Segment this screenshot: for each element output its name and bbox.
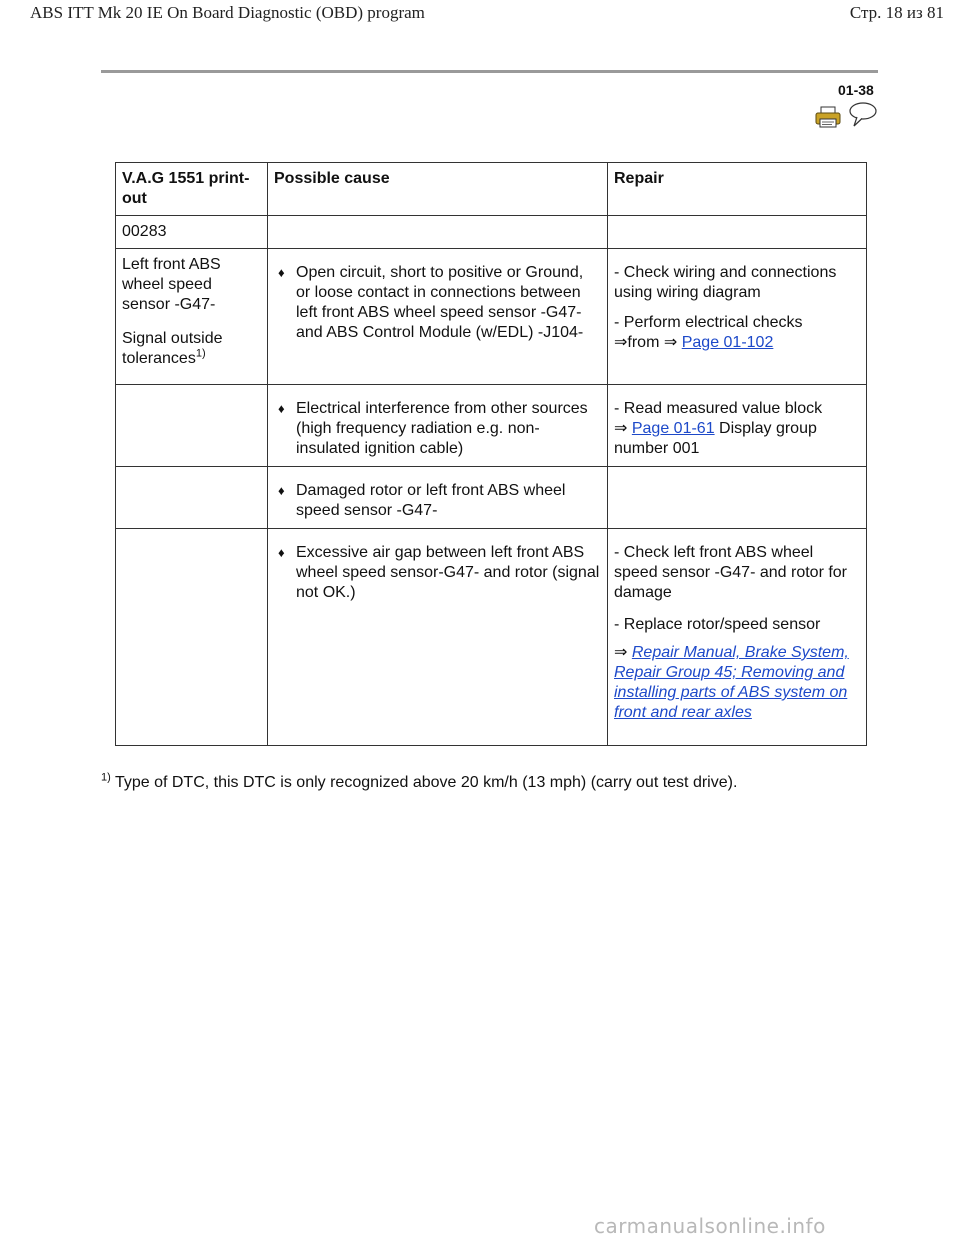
- bullet-diamond-icon: ♦: [278, 483, 285, 498]
- dtc-table: [115, 162, 867, 746]
- fault-name: Left front ABS wheel speed sensor -G47-: [122, 256, 221, 313]
- repair-step: - Perform electrical checks: [614, 314, 803, 331]
- watermark: carmanualsonline.info: [594, 1214, 826, 1238]
- list-item: [274, 263, 601, 343]
- bullet-diamond-icon: ♦: [278, 545, 285, 560]
- bullet-diamond-icon: ♦: [278, 265, 285, 280]
- footnote-ref: 1): [195, 347, 206, 360]
- repair-manual-link[interactable]: Repair Manual, Brake System, Repair Group 45; Removing and installing parts of ABS system on front and rear axles: [614, 644, 849, 721]
- speech-bubble-icon[interactable]: [848, 102, 878, 128]
- repair-step: - Read measured value block: [614, 400, 823, 417]
- table-row: [116, 385, 867, 467]
- cause-text: Open circuit, short to positive or Ground, or loose contact in connections between left front ABS wheel speed sensor -G47- and ABS Control Module (w/EDL) -J104-: [296, 264, 584, 341]
- table-row: [116, 249, 867, 385]
- cause-text: Electrical interference from other sources (high frequency radiation e.g. non-insulated ignition cable): [296, 400, 588, 457]
- list-item: [274, 481, 601, 521]
- page-link[interactable]: Page 01-102: [681, 334, 774, 351]
- repair-step: - Replace rotor/speed sensor: [614, 616, 821, 633]
- document-title: ABS ITT Mk 20 IE On Board Diagnostic (OBD) program: [30, 3, 425, 22]
- page-link[interactable]: Page 01-61: [631, 420, 715, 437]
- arrow-text: ⇒from ⇒: [614, 334, 678, 351]
- header-printout: V.A.G 1551 print-out: [116, 163, 268, 216]
- repair-text: Display group number 001: [614, 420, 817, 457]
- table-row-code: [116, 216, 867, 249]
- repair-step: - Check left front ABS wheel speed sensor -G47- and rotor for damage: [614, 544, 848, 601]
- footnote-mark: 1): [101, 771, 111, 784]
- fault-code: 00283: [116, 216, 268, 249]
- fault-description: [116, 249, 268, 385]
- header-possible-cause: Possible cause: [268, 163, 608, 216]
- table-row: [116, 467, 867, 529]
- cause-text: Damaged rotor or left front ABS wheel speed sensor -G47-: [296, 482, 566, 519]
- list-item: [274, 543, 601, 603]
- list-item: [274, 399, 601, 459]
- page-code: 01-38: [838, 82, 874, 98]
- arrow-text: ⇒: [614, 420, 628, 437]
- fault-signal: Signal outside tolerances: [122, 330, 223, 367]
- footnote-text: Type of DTC, this DTC is only recognized above 20 km/h (13 mph) (carry out test drive).: [114, 774, 738, 791]
- arrow-text: ⇒: [614, 644, 628, 661]
- table-header-row: [116, 163, 867, 216]
- repair-step: - Check wiring and connections using wiring diagram: [614, 264, 837, 301]
- header-rule: [101, 70, 878, 73]
- footnote: [101, 771, 738, 792]
- table-row: [116, 529, 867, 746]
- page-counter: Стр. 18 из 81: [849, 3, 944, 22]
- bullet-diamond-icon: ♦: [278, 401, 285, 416]
- cause-text: Excessive air gap between left front ABS wheel speed sensor-G47- and rotor (signal not OK.): [296, 544, 600, 601]
- header-repair: Repair: [608, 163, 867, 216]
- printer-icon[interactable]: [815, 106, 841, 128]
